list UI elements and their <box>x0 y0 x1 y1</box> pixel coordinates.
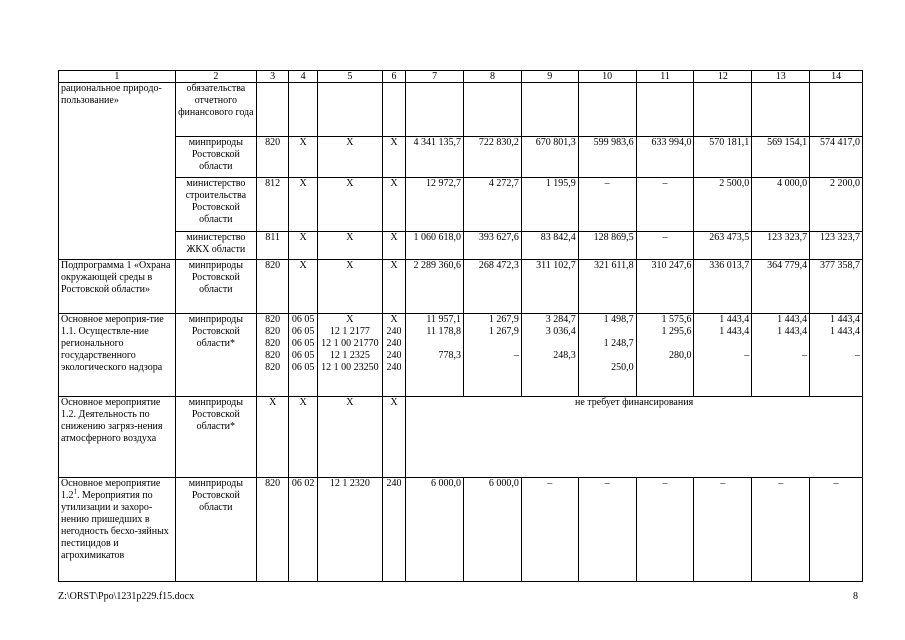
vr-code: 240 <box>386 338 402 349</box>
table-row <box>59 478 863 582</box>
amount-cell: – <box>578 478 636 582</box>
rz-pr-code: Х <box>289 232 317 260</box>
amount-cell <box>696 362 749 374</box>
amount-cell: 599 983,6 <box>578 137 636 178</box>
amount-cell: 569 154,1 <box>752 137 810 178</box>
amount-cell <box>636 314 694 397</box>
vr-code <box>382 83 405 137</box>
amount-cell <box>524 362 576 374</box>
amount-cell: 364 779,4 <box>752 260 810 314</box>
vr-code: Х <box>382 397 405 478</box>
amount-cell: 377 358,7 <box>810 260 863 314</box>
vr-code: 240 <box>386 362 402 373</box>
amount-cell: 1 060 618,0 <box>406 232 464 260</box>
amount-cell: 280,0 <box>668 350 692 361</box>
rz-pr-code <box>289 83 317 137</box>
rz-pr-code: 06 05 <box>291 338 315 349</box>
csr-code: Х <box>346 314 354 325</box>
table-row <box>59 260 863 314</box>
amount-cell: 670 801,3 <box>521 137 578 178</box>
amount-cell: 1 575,6 <box>661 314 692 325</box>
csr-code: 12 1 00 21770 <box>321 338 379 349</box>
column-header: 13 <box>752 71 810 83</box>
rz-pr-code: 06 05 <box>291 362 315 373</box>
amount-cell: 1 267,9 <box>488 326 519 337</box>
grbs-code: 812 <box>256 178 288 232</box>
grbs-code: 820 <box>265 350 281 361</box>
column-header: 11 <box>636 71 694 83</box>
amount-cell: – <box>694 478 752 582</box>
amount-cell: 393 627,6 <box>464 232 522 260</box>
amount-cell <box>752 83 810 137</box>
amount-cell: 1 443,4 <box>777 326 808 337</box>
page-number: 8 <box>853 591 858 602</box>
rz-pr-code: 06 05 <box>291 326 315 337</box>
grbs-code: 820 <box>256 478 288 582</box>
csr-code <box>317 83 382 137</box>
csr-code: Х <box>317 397 382 478</box>
column-header: 1 <box>59 71 176 83</box>
column-header: 8 <box>464 71 522 83</box>
vr-code <box>382 314 405 397</box>
grbs-code: 820 <box>265 338 281 349</box>
amount-cell: 11 178,8 <box>426 326 462 337</box>
amount-cell <box>639 362 692 374</box>
amount-cell <box>464 314 522 397</box>
amount-cell: 633 994,0 <box>636 137 694 178</box>
amount-cell <box>408 338 461 350</box>
rz-pr-code: Х <box>289 260 317 314</box>
amount-cell: 6 000,0 <box>464 478 522 582</box>
amount-cell: – <box>636 478 694 582</box>
amount-cell: 3 284,7 <box>545 314 576 325</box>
amount-cell <box>524 338 576 350</box>
amount-cell: – <box>521 478 578 582</box>
no-funding-note: не требует финансирования <box>406 397 863 478</box>
amount-cell: 248,3 <box>553 350 576 361</box>
amount-cell <box>636 83 694 137</box>
amount-cell <box>752 314 810 397</box>
amount-cell: 1 195,9 <box>521 178 578 232</box>
amount-cell: 722 830,2 <box>464 137 522 178</box>
rz-pr-code: 06 05 <box>291 314 315 325</box>
amount-cell: 310 247,6 <box>636 260 694 314</box>
table-row <box>59 137 863 178</box>
executor: минприроды Ростовской области* <box>175 314 256 397</box>
amount-cell <box>694 314 752 397</box>
executor: министерство ЖКХ области <box>175 232 256 260</box>
amount-cell <box>696 338 749 350</box>
subprogram-name: Подпрограмма 1 «Охрана окружающей среды в Ростовской области» <box>59 260 176 314</box>
measure-superscript: 1 <box>73 487 77 496</box>
grbs-code <box>256 314 288 397</box>
amount-cell <box>581 326 634 338</box>
table-header-row <box>59 71 863 83</box>
amount-cell: 2 200,0 <box>810 178 863 232</box>
column-header: 5 <box>317 71 382 83</box>
amount-cell: 4 272,7 <box>464 178 522 232</box>
vr-code: 240 <box>382 478 405 582</box>
csr-code: 12 1 00 23250 <box>321 362 379 373</box>
vr-code: Х <box>390 314 398 325</box>
amount-cell: 336 013,7 <box>694 260 752 314</box>
executor: минприроды Ростовской области* <box>175 397 256 478</box>
amount-cell: 2 289 360,6 <box>406 260 464 314</box>
amount-cell: 1 498,7 <box>603 314 634 325</box>
column-header: 9 <box>521 71 578 83</box>
amount-cell: 1 443,4 <box>719 314 750 325</box>
amount-cell: 11 957,1 <box>426 314 462 325</box>
amount-cell <box>578 83 636 137</box>
column-header: 4 <box>289 71 317 83</box>
column-header: 6 <box>382 71 405 83</box>
amount-cell: 4 000,0 <box>752 178 810 232</box>
measure-name: Основное мероприятие 1.2. Деятельность по снижению загряз-нения атмосферного воздуха <box>59 397 176 478</box>
grbs-code: Х <box>256 397 288 478</box>
vr-code: Х <box>382 232 405 260</box>
grbs-code: 820 <box>265 326 281 337</box>
csr-code <box>317 314 382 397</box>
executor: минприроды Ростовской области <box>175 260 256 314</box>
amount-cell: 1 443,4 <box>719 326 750 337</box>
amount-cell: – <box>513 350 519 361</box>
grbs-code: 820 <box>256 137 288 178</box>
amount-cell: 123 323,7 <box>752 232 810 260</box>
amount-cell <box>810 314 863 397</box>
amount-cell: 250,0 <box>611 362 634 373</box>
amount-cell: 6 000,0 <box>406 478 464 582</box>
csr-code: Х <box>317 137 382 178</box>
csr-code: 12 1 2177 <box>329 326 370 337</box>
amount-cell: 3 036,4 <box>545 326 576 337</box>
amount-cell: 83 842,4 <box>521 232 578 260</box>
executor: министерство строительства Ростовской области <box>175 178 256 232</box>
measure-name: Основное мероприя-тие 1.1. Осуществле-ние регионального государственного экологического надзора <box>59 314 176 397</box>
csr-code: Х <box>317 178 382 232</box>
executor: обязательства отчетного финансового года <box>175 83 256 137</box>
table-row <box>59 397 863 478</box>
amount-cell: 570 181,1 <box>694 137 752 178</box>
measure-name-part: Основное мероприятие 1.2 <box>61 478 161 501</box>
executor: минприроды Ростовской области <box>175 137 256 178</box>
amount-cell <box>754 338 807 350</box>
amount-cell: 1 443,4 <box>830 326 860 337</box>
column-header: 3 <box>256 71 288 83</box>
amount-cell: 123 323,7 <box>810 232 863 260</box>
csr-code: 12 1 2325 <box>329 350 370 361</box>
footer-file-path: Z:\ORST\Ppo\1231p229.f15.docx <box>58 591 195 602</box>
amount-cell: – <box>752 478 810 582</box>
grbs-code: 820 <box>256 260 288 314</box>
amount-cell: 1 295,6 <box>661 326 692 337</box>
amount-cell: – <box>636 178 694 232</box>
vr-code: Х <box>382 260 405 314</box>
csr-code: Х <box>317 232 382 260</box>
amount-cell <box>466 338 519 350</box>
grbs-code: 811 <box>256 232 288 260</box>
amount-cell: 1 267,9 <box>488 314 519 325</box>
amount-cell: 4 341 135,7 <box>406 137 464 178</box>
amount-cell: 321 611,8 <box>578 260 636 314</box>
amount-cell <box>639 338 692 350</box>
amount-cell <box>812 338 860 350</box>
table-row <box>59 314 863 397</box>
amount-cell: – <box>636 232 694 260</box>
amount-cell: 1 443,4 <box>830 314 860 325</box>
column-header: 7 <box>406 71 464 83</box>
rz-pr-code: Х <box>289 397 317 478</box>
amount-cell: 268 472,3 <box>464 260 522 314</box>
table-row <box>59 232 863 260</box>
amount-cell: 311 102,7 <box>521 260 578 314</box>
amount-cell: 1 248,7 <box>603 338 634 349</box>
amount-cell <box>464 83 522 137</box>
column-header: 14 <box>810 71 863 83</box>
amount-cell <box>810 83 863 137</box>
amount-cell <box>578 314 636 397</box>
amount-cell: – <box>744 350 750 361</box>
rz-pr-code: Х <box>289 137 317 178</box>
amount-cell <box>581 350 634 362</box>
column-header: 12 <box>694 71 752 83</box>
vr-code: 240 <box>386 350 402 361</box>
amount-cell <box>694 83 752 137</box>
measure-name <box>59 478 176 582</box>
vr-code: 240 <box>386 326 402 337</box>
csr-code: 12 1 2320 <box>317 478 382 582</box>
amount-cell <box>521 314 578 397</box>
amount-cell <box>754 362 807 374</box>
executor: минприроды Ростовской области <box>175 478 256 582</box>
rz-pr-code: 06 02 <box>289 478 317 582</box>
table-row <box>59 83 863 137</box>
amount-cell <box>521 83 578 137</box>
amount-cell <box>406 83 464 137</box>
amount-cell <box>466 362 519 374</box>
grbs-code <box>256 83 288 137</box>
amount-cell <box>406 314 464 397</box>
amount-cell <box>408 362 461 374</box>
amount-cell: – <box>802 350 808 361</box>
amount-cell: 574 417,0 <box>810 137 863 178</box>
grbs-code: 820 <box>265 362 281 373</box>
rz-pr-code: 06 05 <box>291 350 315 361</box>
csr-code: Х <box>317 260 382 314</box>
table-row <box>59 178 863 232</box>
program-name: рациональное природо-пользование» <box>59 83 176 260</box>
amount-cell: 778,3 <box>438 350 462 361</box>
program-table <box>58 70 863 582</box>
vr-code: Х <box>382 137 405 178</box>
amount-cell: – <box>855 350 860 361</box>
measure-name-part: . Мероприятия по утилизации и захоро-нению пришедших в негодность бесхо-зяйных пестицидов и агрохимикатов <box>61 490 169 561</box>
grbs-code: 820 <box>265 314 281 325</box>
amount-cell <box>812 362 860 374</box>
amount-cell: 12 972,7 <box>406 178 464 232</box>
amount-cell: 2 500,0 <box>694 178 752 232</box>
column-header: 2 <box>175 71 256 83</box>
amount-cell: 1 443,4 <box>777 314 808 325</box>
rz-pr-code <box>289 314 317 397</box>
amount-cell: – <box>810 478 863 582</box>
amount-cell: 128 869,5 <box>578 232 636 260</box>
rz-pr-code: Х <box>289 178 317 232</box>
vr-code: Х <box>382 178 405 232</box>
amount-cell: 263 473,5 <box>694 232 752 260</box>
column-header: 10 <box>578 71 636 83</box>
amount-cell: – <box>578 178 636 232</box>
